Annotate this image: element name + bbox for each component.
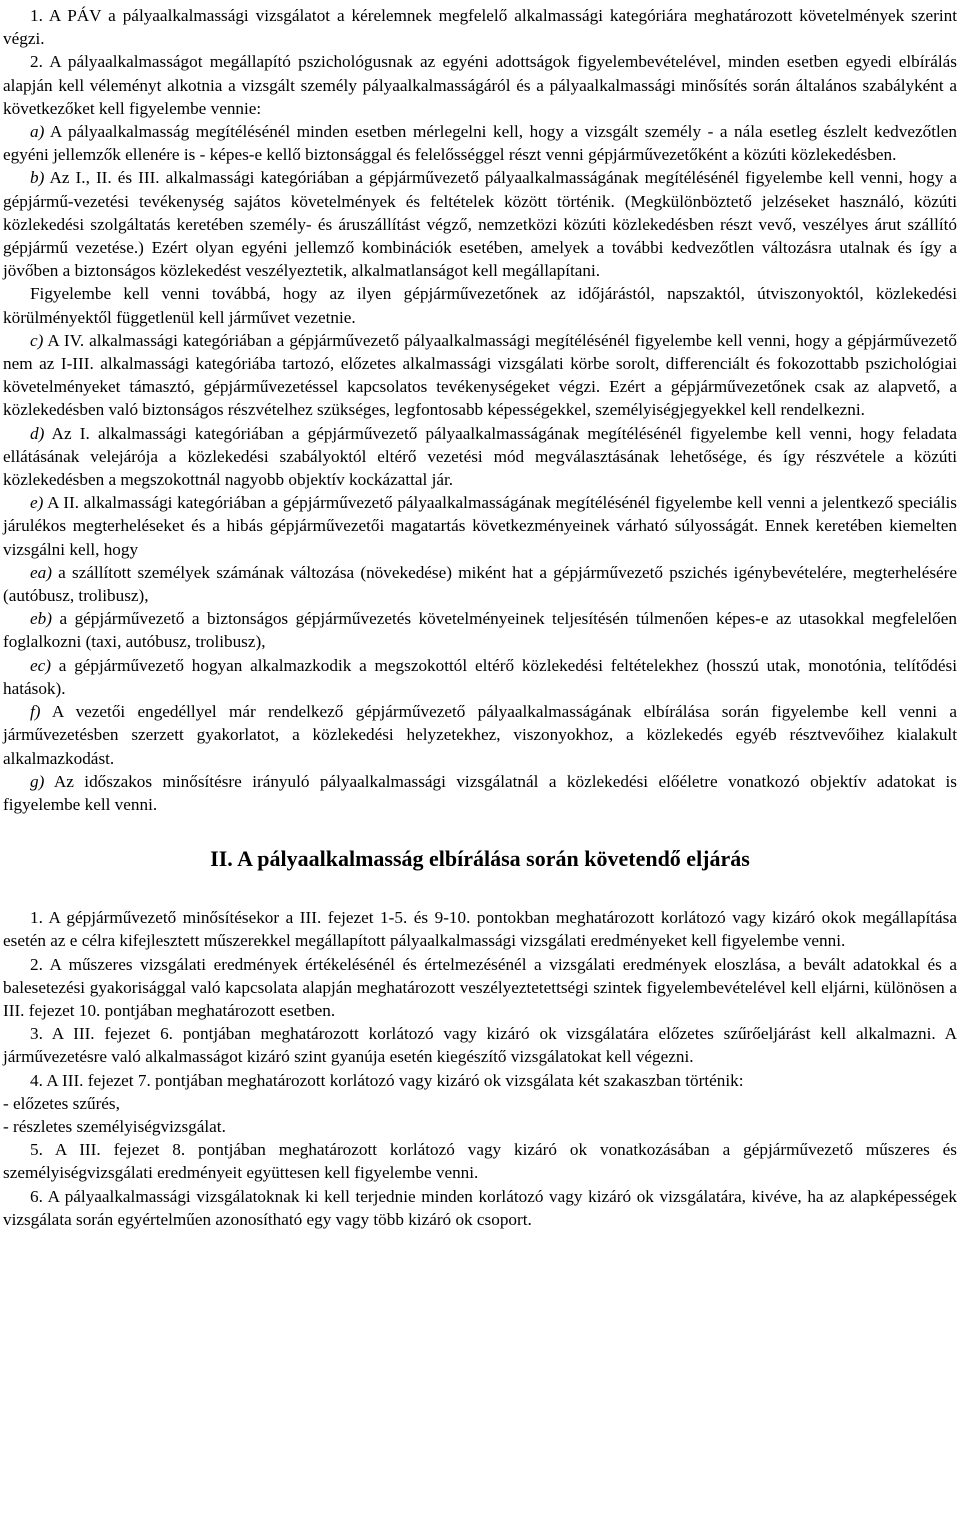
paragraph <box>3 1022 957 1068</box>
paragraph <box>3 770 957 816</box>
paragraph <box>3 166 957 282</box>
paragraph <box>3 1185 957 1231</box>
paragraph-label: f) <box>30 702 41 722</box>
section-2-body <box>3 906 957 1231</box>
paragraph <box>3 654 957 700</box>
paragraph <box>3 120 957 166</box>
paragraph <box>3 1069 957 1092</box>
paragraph-text: a szállított személyek számának változása (növekedése) miként hat a gépjárművezető pszichés igénybevételére, megterhelésére (autóbusz, trolibusz), <box>3 562 957 606</box>
section-1-body <box>3 4 957 816</box>
paragraph-text: - előzetes szűrés, <box>3 1093 120 1113</box>
paragraph <box>3 4 957 50</box>
paragraph-label: eb) <box>30 609 52 629</box>
paragraph-text: A vezetői engedéllyel már rendelkező gépjárművezető pályaalkalmasságának elbírálása során figyelembe kell venni a járművezetésben szerzett gyakorlatot, a közlekedési helyzetekhez, viszonyokhoz, a közlekedés egyéb résztvevőihez kialakult alkalmazkodást. <box>3 702 957 768</box>
paragraph-label: ea) <box>30 562 52 582</box>
paragraph-text: A II. alkalmassági kategóriában a gépjárművezető pályaalkalmasságának megítélésénél figyelembe kell venni a jelentkező speciális járulékos megterheléseket és a hibás gépjárművezetői magatartás következményeinek várható súlyosságát. Ennek keretében kiemelten vizsgálni kell, hogy <box>3 493 957 559</box>
paragraph <box>3 953 957 1023</box>
paragraph-text: A IV. alkalmassági kategóriában a gépjárművezető pályaalkalmassági megítélésénél figyelembe kell venni, hogy a gépjárművezető nem az I-III. alkalmassági kategóriába tartozó, előzetes alkalmassági vizsgálati körbe sorolt, differenciált és fokozottabb pszichológiai követelményeket támasztó, gépjárművezetéssel kapcsolatos tevékenységeket végzi. Ezért a gépjárművezetőnek csak az alapvető, a közlekedésben való biztonságos részvételhez szükséges, legfontosabb képességekkel, személyiségjegyekkel kell rendelkezni. <box>3 330 957 420</box>
paragraph <box>3 50 957 120</box>
paragraph-text: 1. A PÁV a pályaalkalmassági vizsgálatot a kérelemnek megfelelő alkalmassági kategóriára meghatározott követelmények szerint végzi. <box>3 6 957 49</box>
paragraph-text: Az I. alkalmassági kategóriában a gépjárművezető pályaalkalmasságának megítélésénél figyelembe kell venni, hogy feladata ellátásának velejárója a közlekedési szabályoktól eltérő vezetési mód megválasztásának lehetősége, és így részvétele a közúti közlekedésben a megszokottnál nagyobb objektív kockázattal jár. <box>3 423 957 490</box>
paragraph-label: b) <box>30 168 45 188</box>
paragraph-text: 2. A pályaalkalmasságot megállapító pszichológusnak az egyéni adottságok figyelembevételével, minden esetben egyedi elbírálás alapján kell véleményt alkotnia a vizsgált személy pályaalkalmasságáról és a pályaalkalmassági minősítés során általános szabályként a következőket kell figyelembe vennie: <box>3 52 957 118</box>
paragraph-text: A pályaalkalmasság megítélésénél minden esetben mérlegelni kell, hogy a vizsgált személy - a nála esetleg észlelt kedvezőtlen egyéni jellemzők ellenére is - képes-e kellő biztonsággal és felelősséggel részt venni gépjárművezetőként a közúti közlekedésben. <box>3 122 957 165</box>
paragraph-label: d) <box>30 423 45 443</box>
paragraph-text: 6. A pályaalkalmassági vizsgálatoknak ki kell terjednie minden korlátozó vagy kizáró ok vizsgálatára, kivéve, ha az alapképességek vizsgálata során egyértelműen azonosítható egy vagy több kizáró ok csoport. <box>3 1186 957 1229</box>
paragraph-text: Figyelembe kell venni továbbá, hogy az ilyen gépjárművezetőnek az időjárástól, napszaktól, útviszonyoktól, közlekedési körülményektől függetlenül kell járművet vezetnie. <box>3 284 957 327</box>
paragraph <box>3 561 957 607</box>
paragraph-text: a gépjárművezető a biztonságos gépjárművezetés követelményeinek teljesítésén túlmenően képes-e az utasokkal megfelelően foglalkozni (taxi, autóbusz, trolibusz), <box>3 609 957 652</box>
paragraph-text: 5. A III. fejezet 8. pontjában meghatározott korlátozó vagy kizáró ok vonatkozásában a gépjárművezető műszeres és személyiségvizsgálati eredményeit együttesen kell figyelembe venni. <box>3 1140 957 1183</box>
paragraph <box>3 1138 957 1184</box>
paragraph <box>3 1115 957 1138</box>
paragraph-text: 2. A műszeres vizsgálati eredmények értékelésénél és értelmezésénél a vizsgálati eredmények eloszlása, a bevált adatokkal és a balesetezési gyakorisággal való kapcsolata alapján meghatározott veszélyeztetettségi szintek figyelembevételével kell eljárni, különösen a III. fejezet 10. pontjában meghatározott esetben. <box>3 954 957 1020</box>
paragraph <box>3 282 957 328</box>
paragraph <box>3 906 957 952</box>
paragraph-label: e) <box>30 493 44 513</box>
paragraph <box>3 422 957 492</box>
paragraph-text: - részletes személyiségvizsgálat. <box>3 1116 226 1136</box>
section-heading: II. A pályaalkalmasság elbírálása során követendő eljárás <box>210 846 750 872</box>
paragraph <box>3 607 957 653</box>
paragraph <box>3 329 957 422</box>
paragraph <box>3 700 957 770</box>
paragraph <box>3 1092 957 1115</box>
paragraph-text: 3. A III. fejezet 6. pontjában meghatározott korlátozó vagy kizáró ok vizsgálatára előzetes szűrőeljárást kell alkalmazni. A járművezetésre való alkalmasságot kizáró szint gyanúja esetén kiegészítő vizsgálatokat kell végezni. <box>3 1024 957 1067</box>
paragraph <box>3 491 957 561</box>
paragraph-label: c) <box>30 330 44 350</box>
paragraph-text: 1. A gépjárművezető minősítésekor a III. fejezet 1-5. és 9-10. pontokban meghatározott korlátozó vagy kizáró okok megállapítása esetén az e célra kifejlesztett műszerekkel megállapított pályaalkalmassági vizsgálati eredményeket kell figyelembe venni. <box>3 908 957 951</box>
paragraph-text: a gépjárművezető hogyan alkalmazkodik a megszokottól eltérő közlekedési feltételekhez (hosszú utak, monotónia, telítődési hatások). <box>3 655 957 698</box>
paragraph-label: g) <box>30 771 45 791</box>
paragraph-text: Az időszakos minősítésre irányuló pályaalkalmassági vizsgálatnál a közlekedési előéletre vonatkozó objektív adatokat is figyelembe kell venni. <box>3 771 957 814</box>
paragraph-label: ec) <box>30 655 51 675</box>
paragraph-label: a) <box>30 122 45 142</box>
paragraph-text: 4. A III. fejezet 7. pontjában meghatározott korlátozó vagy kizáró ok vizsgálata két szakaszban történik: <box>30 1070 744 1090</box>
paragraph-text: Az I., II. és III. alkalmassági kategóriában a gépjárművezető pályaalkalmasságának megítélésénél figyelembe kell venni, hogy a gépjármű-vezetési tevékenység sajátos követelmények és feltételek között történik. (Megkülönböztető jelzéseket használó, közúti közlekedési szolgáltatás keretében személy- és áruszállítást végző, nemzetközi közúti közlekedésben részt vevő, veszélyes árut szállító gépjármű vezetése.) Ezért olyan egyéni jellemző kombinációk esetében, amelyek a további kedvezőtlen változásra utalnak és így a jövőben a biztonságos közlekedést veszélyeztetik, alkalmatlanságot kell megállapítani. <box>3 168 957 281</box>
